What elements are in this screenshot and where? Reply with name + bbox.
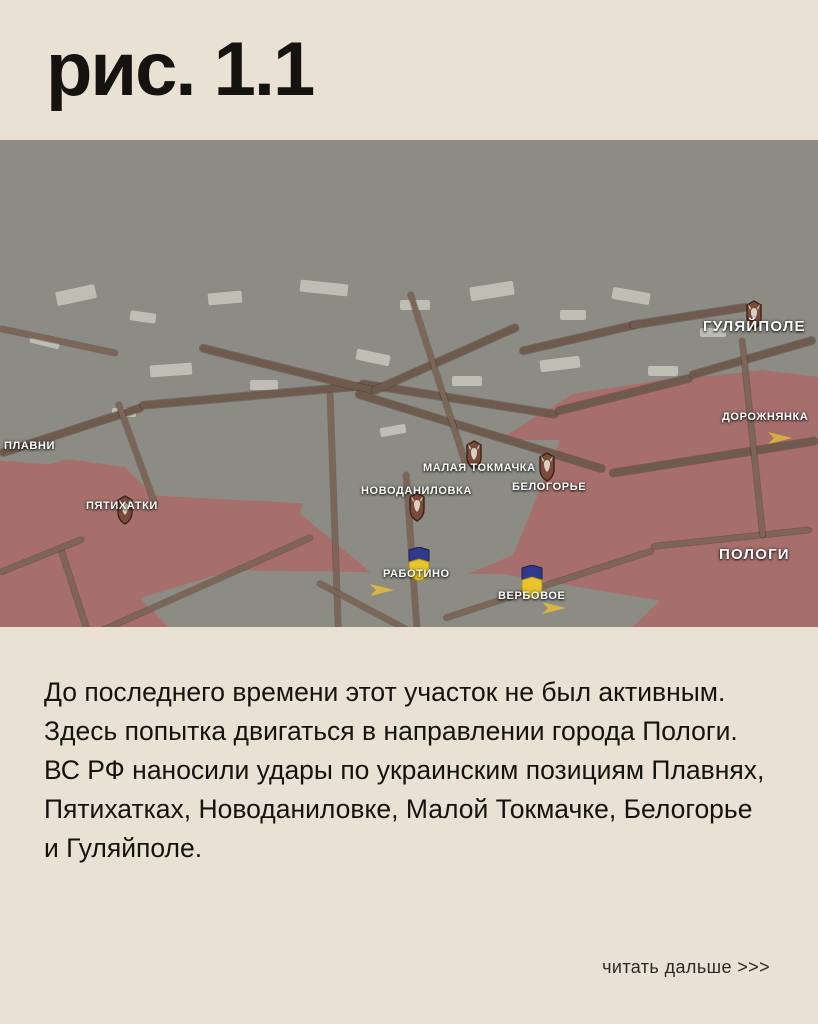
caption-section (0, 627, 818, 868)
map-label-dorozhnyanka: ДОРОЖНЯНКА (722, 411, 809, 423)
read-more-link[interactable]: читать дальше >>> (602, 957, 770, 977)
map-label-malaya-tokmachka: МАЛАЯ ТОКМАЧКА (423, 462, 536, 474)
map-label-plavni: ПЛАВНИ (4, 440, 55, 452)
map-label-gulyaipole: ГУЛЯЙПОЛЕ (703, 318, 806, 335)
page-title: рис. 1.1 (46, 27, 314, 112)
title-bar (0, 0, 818, 140)
map-label-robotyne: РАБОТИНО (383, 568, 450, 580)
map-label-novodanylivka: НОВОДАНИЛОВКА (361, 485, 472, 497)
map-label-pyatykhatky: ПЯТИХАТКИ (86, 500, 158, 512)
map-label-verbove: ВЕРБОВОЕ (498, 590, 566, 602)
map-label-belogorye: БЕЛОГОРЬЕ (512, 481, 587, 493)
caption-text: До последнего времени этот участок не был активным. Здесь попытка двигаться в направлении города Пологи. ВС РФ наносили удары по украинским позициям Плавнях, Пятихатках, Новоданиловке, Малой Токмачке, Белогорье и Гуляйполе. (44, 677, 765, 863)
map-image (0, 140, 818, 627)
map-label-pologi: ПОЛОГИ (719, 546, 790, 563)
map-labels-layer (0, 140, 818, 627)
